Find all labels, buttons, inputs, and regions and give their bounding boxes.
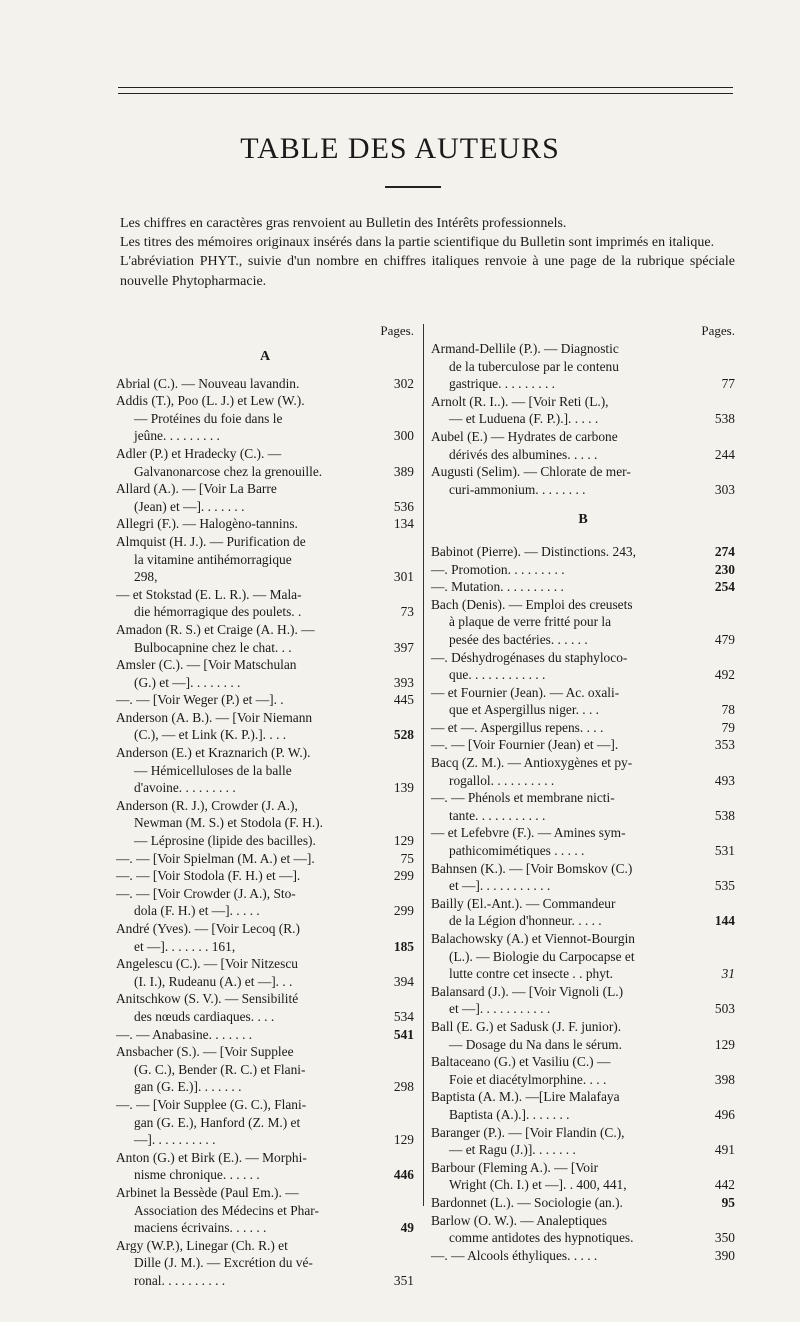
page-number: 393 xyxy=(393,674,414,690)
entry-text: — Dosage du Na dans le sérum. xyxy=(449,1036,622,1052)
page-number: 351 xyxy=(393,1272,414,1288)
intro-note: Les titres des mémoires originaux insérés dans la partie scientifique du Bulletin sont imprimés en italique. xyxy=(120,235,715,251)
entry-text: tante. . . . . . . . . . . xyxy=(449,807,546,823)
page-number: 298 xyxy=(393,1079,414,1095)
entry-text: lutte contre cet insecte . . phyt. xyxy=(449,966,613,982)
entry-text: Addis (T.), Poo (L. J.) et Lew (W.). xyxy=(116,393,305,409)
index-entry xyxy=(116,1184,414,1237)
index-entry xyxy=(116,445,414,480)
index-entry xyxy=(431,1247,735,1265)
index-entry xyxy=(431,983,735,1018)
page-number: 302 xyxy=(393,375,414,391)
section-letter: B xyxy=(578,512,588,528)
page-number: 503 xyxy=(714,1001,735,1017)
entry-text: Barbour (Fleming A.). — [Voir xyxy=(431,1159,599,1175)
entry-text: que et Aspergillus niger. . . . xyxy=(449,702,600,718)
entry-text: nisme chronique. . . . . . xyxy=(134,1167,260,1183)
entry-text: à plaque de verre fritté pour la xyxy=(449,614,612,630)
index-entry xyxy=(116,744,414,797)
page-number: 538 xyxy=(714,807,735,823)
entry-text: Association des Médecins et Phar- xyxy=(134,1202,319,1218)
entry-text: pesée des bactéries. . . . . . xyxy=(449,631,588,647)
index-entry xyxy=(431,1088,735,1123)
entry-text: —. Promotion. . . . . . . . . xyxy=(431,561,565,577)
page-number: 353 xyxy=(714,737,735,753)
title-underline xyxy=(385,186,441,188)
entry-text: Bahnsen (K.). — [Voir Bomskov (C.) xyxy=(431,860,633,876)
page-number: 491 xyxy=(714,1142,735,1158)
page-number: 129 xyxy=(393,833,414,849)
entry-text: —. — [Voir Weger (P.) et —]. . xyxy=(116,692,284,708)
page-number: 442 xyxy=(714,1177,735,1193)
page-number: 75 xyxy=(400,850,414,866)
entry-text: — et Lefebvre (F.). — Amines sym- xyxy=(431,825,626,841)
entry-text: et —]. . . . . . . 161, xyxy=(134,938,236,954)
entry-text: Anderson (E.) et Kraznarich (P. W.). xyxy=(116,745,311,761)
entry-text: —. Déshydrogénases du staphyloco- xyxy=(431,649,628,665)
page-number: 535 xyxy=(714,878,735,894)
index-entry xyxy=(431,578,735,596)
entry-text: (Jean) et —]. . . . . . . xyxy=(134,498,245,514)
entry-text: —. — [Voir Supplee (G. C.), Flani- xyxy=(116,1096,307,1112)
entry-text: Ball (E. G.) et Sadusk (J. F. junior). xyxy=(431,1018,622,1034)
entry-text: Allard (A.). — [Voir La Barre xyxy=(116,481,277,497)
index-entry xyxy=(116,1149,414,1184)
intro-note: L'abréviation PHYT., suivie d'un nombre en chiffres italiques renvoie à une page de la rubrique spéciale nouvelle Phytopharmacie. xyxy=(120,254,735,289)
entry-text: Almquist (H. J.). — Purification de xyxy=(116,533,306,549)
index-entry xyxy=(116,656,414,691)
index-entry xyxy=(431,649,735,684)
page-number: 185 xyxy=(393,938,414,954)
page-number: 479 xyxy=(714,631,735,647)
index-entry xyxy=(116,533,414,586)
column-divider xyxy=(423,324,424,1206)
index-entry xyxy=(431,1053,735,1088)
entry-text: Baptista (A. M.). —[Lire Malafaya xyxy=(431,1089,620,1105)
entry-text: — Hémicelluloses de la balle xyxy=(134,762,292,778)
entry-text: dola (F. H.) et —]. . . . . xyxy=(134,903,260,919)
right-column xyxy=(431,322,735,1264)
entry-text: Bacq (Z. M.). — Antioxygènes et py- xyxy=(431,755,633,771)
index-entry xyxy=(431,1159,735,1194)
index-entry xyxy=(431,1194,735,1212)
entry-text: et —]. . . . . . . . . . . xyxy=(449,878,551,894)
entry-text: Anderson (A. B.). — [Voir Niemann xyxy=(116,709,313,725)
index-entry xyxy=(431,463,735,498)
entry-text: André (Yves). — [Voir Lecoq (R.) xyxy=(116,921,300,936)
index-entry xyxy=(431,930,735,983)
entry-text: de la tuberculose par le contenu xyxy=(449,358,619,374)
entry-text: (I. I.), Rudeanu (A.) et —]. . . xyxy=(134,973,293,989)
entry-text: ronal. . . . . . . . . . xyxy=(134,1272,226,1288)
entry-text: Arbinet la Bessède (Paul Em.). — xyxy=(116,1184,299,1200)
entry-text: pathicomimétiques . . . . . xyxy=(449,843,585,859)
entry-text: Amsler (C.). — [Voir Matschulan xyxy=(116,657,297,673)
index-entry xyxy=(431,428,735,463)
index-entry xyxy=(116,586,414,621)
left-column xyxy=(116,322,414,1289)
page-number: 445 xyxy=(393,692,414,708)
index-entry xyxy=(116,691,414,709)
page-number: 78 xyxy=(721,702,735,718)
entry-list xyxy=(431,340,735,498)
index-entry xyxy=(431,1212,735,1247)
pages-header: Pages. xyxy=(380,323,414,338)
page-number: 274 xyxy=(714,543,735,559)
entry-text: et —]. . . . . . . . . . . xyxy=(449,1001,551,1017)
index-entry xyxy=(116,955,414,990)
entry-text: Baranger (P.). — [Voir Flandin (C.), xyxy=(431,1124,625,1140)
page-number: 254 xyxy=(714,579,735,595)
page-number: 144 xyxy=(714,913,735,929)
entry-text: Arnolt (R. I..). — [Voir Reti (L.), xyxy=(431,393,609,409)
index-entry xyxy=(431,754,735,789)
page-number: 397 xyxy=(393,639,414,655)
entry-text: Allegri (F.). — Halogèno-tannins. xyxy=(116,516,298,532)
section-letter: A xyxy=(259,349,271,364)
entry-text: Armand-Dellile (P.). — Diagnostic xyxy=(431,341,619,356)
page-number: 244 xyxy=(714,446,735,462)
pages-header: Pages. xyxy=(701,323,735,338)
index-entry xyxy=(431,1124,735,1159)
page-number: 394 xyxy=(393,973,414,989)
entry-text: Newman (M. S.) et Stodola (F. H.). xyxy=(134,815,323,831)
page-number: 446 xyxy=(393,1167,414,1183)
index-entry xyxy=(431,789,735,824)
entry-text: Augusti (Selim). — Chlorate de mer- xyxy=(431,464,631,480)
entry-text: Adler (P.) et Hradecky (C.). — xyxy=(116,445,282,461)
page-number: 301 xyxy=(393,569,414,585)
entry-text: gan (G. E.), Hanford (Z. M.) et xyxy=(134,1114,301,1130)
index-entry xyxy=(431,895,735,930)
entry-text: comme antidotes des hypnotiques. xyxy=(449,1230,634,1246)
page-number: 398 xyxy=(714,1071,735,1087)
entry-text: —. — [Voir Crowder (J. A.), Sto- xyxy=(116,885,296,901)
entry-text: d'avoine. . . . . . . . . xyxy=(134,780,236,796)
page-number: 95 xyxy=(721,1194,735,1210)
entry-text: — Léprosine (lipide des bacilles). xyxy=(134,833,316,849)
entry-text: — Protéines du foie dans le xyxy=(134,410,283,426)
entry-text: Galvanonarcose chez la grenouille. xyxy=(134,463,323,479)
entry-text: —]. . . . . . . . . . xyxy=(134,1132,216,1148)
page-number: 493 xyxy=(714,772,735,788)
entry-text: Balansard (J.). — [Voir Vignoli (L.) xyxy=(431,983,624,999)
entry-text: Bach (Denis). — Emploi des creusets xyxy=(431,596,633,612)
entry-text: Dille (J. M.). — Excrétion du vé- xyxy=(134,1255,313,1271)
entry-text: —. Mutation. . . . . . . . . . xyxy=(431,579,564,595)
entry-text: Barlow (O. W.). — Analeptiques xyxy=(431,1212,607,1228)
index-entry xyxy=(431,543,735,561)
entry-text: (G.) et —]. . . . . . . . xyxy=(134,674,241,690)
index-entry xyxy=(431,824,735,859)
intro-notes xyxy=(120,214,735,291)
entry-text: —. — [Voir Stodola (F. H.) et —]. xyxy=(116,868,301,884)
page-number: 129 xyxy=(393,1132,414,1148)
page-number: 350 xyxy=(714,1230,735,1246)
top-rule-double xyxy=(118,93,733,94)
top-rule xyxy=(118,87,733,88)
entry-text: que. . . . . . . . . . . . xyxy=(449,667,546,683)
page-number: 139 xyxy=(393,780,414,796)
entry-text: gastrique. . . . . . . . . xyxy=(449,376,555,392)
page-number: 531 xyxy=(714,843,735,859)
page-number: 389 xyxy=(393,463,414,479)
entry-text: Wright (Ch. I.) et —]. . 400, 441, xyxy=(449,1177,627,1193)
index-entry xyxy=(116,1237,414,1290)
index-entry xyxy=(431,684,735,719)
index-entry xyxy=(116,990,414,1025)
entry-text: Babinot (Pierre). — Distinctions. 243, xyxy=(431,543,636,559)
entry-text: 298, xyxy=(134,569,158,585)
entry-text: Argy (W.P.), Linegar (Ch. R.) et xyxy=(116,1237,288,1253)
page-number: 129 xyxy=(714,1036,735,1052)
entry-text: curi-ammonium. . . . . . . . xyxy=(449,481,586,497)
page-number: 31 xyxy=(721,966,735,982)
entry-text: —. — Phénols et membrane nicti- xyxy=(431,790,615,806)
index-entry xyxy=(116,709,414,744)
index-entry xyxy=(431,393,735,428)
entry-text: dérivés des albumines. . . . . xyxy=(449,446,598,462)
page-number: 300 xyxy=(393,428,414,444)
entry-text: Bardonnet (L.). — Sociologie (an.). xyxy=(431,1194,623,1210)
page-number: 538 xyxy=(714,411,735,427)
index-entry xyxy=(431,719,735,737)
index-entry xyxy=(116,515,414,533)
index-entry xyxy=(116,885,414,920)
entry-text: Baltaceano (G.) et Vasiliu (C.) — xyxy=(431,1054,611,1070)
entry-text: die hémorragique des poulets. . xyxy=(134,604,302,620)
index-entry xyxy=(431,596,735,649)
entry-text: Foie et diacétylmorphine. . . . xyxy=(449,1071,607,1087)
entry-text: (C.), — et Link (K. P.).]. . . . xyxy=(134,727,287,743)
index-entry xyxy=(116,392,414,445)
intro-note: Les chiffres en caractères gras renvoient au Bulletin des Intérêts professionnels. xyxy=(120,216,567,231)
entry-text: gan (G. E.)]. . . . . . . xyxy=(134,1079,242,1095)
entry-text: —. — [Voir Fournier (Jean) et —]. xyxy=(431,737,619,753)
entry-text: Anitschkow (S. V.). — Sensibilité xyxy=(116,991,299,1007)
entry-text: Bailly (El.-Ant.). — Commandeur xyxy=(431,895,616,911)
index-entry xyxy=(431,561,735,579)
page-number: 492 xyxy=(714,667,735,683)
entry-text: Ansbacher (S.). — [Voir Supplee xyxy=(116,1044,294,1060)
index-entry xyxy=(116,920,414,955)
entry-text: Abrial (C.). — Nouveau lavandin. xyxy=(116,375,300,391)
index-entry xyxy=(116,1096,414,1149)
entry-text: Angelescu (C.). — [Voir Nitzescu xyxy=(116,956,298,972)
page-number: 134 xyxy=(393,516,414,532)
entry-text: — et Fournier (Jean). — Ac. oxali- xyxy=(431,684,620,700)
index-entry xyxy=(116,867,414,885)
entry-text: (L.). — Biologie du Carpocapse et xyxy=(449,948,635,964)
page-number: 79 xyxy=(721,719,735,735)
index-entry xyxy=(116,797,414,850)
entry-text: —. — [Voir Spielman (M. A.) et —]. xyxy=(116,850,315,866)
entry-text: —. — Anabasine. . . . . . . xyxy=(116,1026,253,1042)
page-number: 528 xyxy=(393,727,414,743)
entry-text: —. — Alcools éthyliques. . . . . xyxy=(431,1247,598,1263)
page-number: 230 xyxy=(714,561,735,577)
entry-text: rogallol. . . . . . . . . . xyxy=(449,772,555,788)
entry-text: jeûne. . . . . . . . . xyxy=(134,428,220,444)
page-number: 303 xyxy=(714,481,735,497)
page-number: 49 xyxy=(400,1220,414,1236)
index-entry xyxy=(116,1026,414,1044)
entry-text: — et Stokstad (E. L. R.). — Mala- xyxy=(116,586,302,602)
index-entry xyxy=(431,1018,735,1053)
entry-text: Aubel (E.) — Hydrates de carbone xyxy=(431,428,618,444)
page-number: 77 xyxy=(721,376,735,392)
page-number: 541 xyxy=(393,1026,414,1042)
entry-text: la vitamine antihémorragique xyxy=(134,551,292,567)
index-entry xyxy=(431,736,735,754)
page-number: 299 xyxy=(393,868,414,884)
page-number: 534 xyxy=(393,1008,414,1024)
index-entry xyxy=(116,480,414,515)
entry-text: Baptista (A.).]. . . . . . . xyxy=(449,1106,570,1122)
page-number: 299 xyxy=(393,903,414,919)
page-number: 536 xyxy=(393,498,414,514)
index-entry xyxy=(116,621,414,656)
index-entry xyxy=(116,1043,414,1096)
entry-text: maciens écrivains. . . . . . xyxy=(134,1220,267,1236)
entry-text: — et —. Aspergillus repens. . . . xyxy=(431,719,604,735)
page-title: TABLE DES AUTEURS xyxy=(240,132,560,165)
entry-text: — et Ragu (J.)]. . . . . . . xyxy=(449,1142,576,1158)
entry-list xyxy=(116,375,414,1290)
index-entry xyxy=(431,860,735,895)
entry-list xyxy=(431,543,735,1264)
entry-text: Amadon (R. S.) et Craige (A. H.). — xyxy=(116,621,315,637)
page-number: 390 xyxy=(714,1247,735,1263)
entry-text: des nœuds cardiaques. . . . xyxy=(134,1008,275,1024)
entry-text: de la Légion d'honneur. . . . . xyxy=(449,913,602,929)
page-number: 73 xyxy=(400,604,414,620)
entry-text: Anderson (R. J.), Crowder (J. A.), xyxy=(116,797,298,813)
index-entry xyxy=(116,850,414,868)
entry-text: — et Luduena (F. P.).]. . . . . xyxy=(449,411,599,427)
entry-text: Anton (G.) et Birk (E.). — Morphi- xyxy=(116,1149,307,1165)
entry-text: Bulbocapnine chez le chat. . . xyxy=(134,639,292,655)
index-entry xyxy=(431,340,735,393)
page-number: 496 xyxy=(714,1106,735,1122)
entry-text: (G. C.), Bender (R. C.) et Flani- xyxy=(134,1061,306,1077)
index-entry xyxy=(116,375,414,393)
entry-text: Balachowsky (A.) et Viennot-Bourgin xyxy=(431,931,635,946)
